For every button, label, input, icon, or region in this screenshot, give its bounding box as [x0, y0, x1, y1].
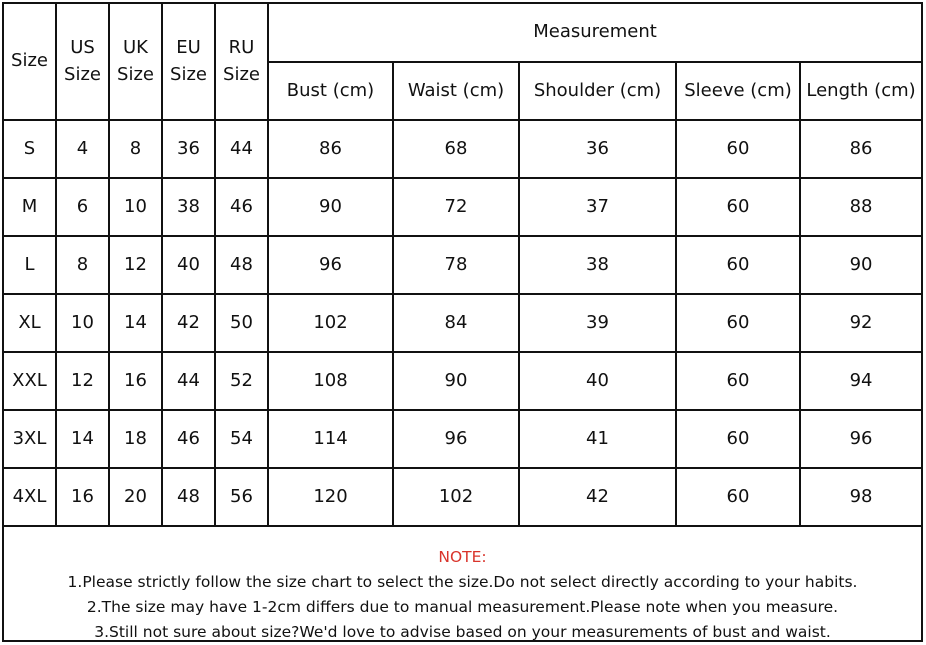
cell-uk: 14 [109, 294, 162, 352]
note-line-1: 1.Please strictly follow the size chart to select the size.Do not select directly according to your habits. [67, 573, 858, 591]
header-ru-size [215, 4, 268, 120]
table-row [4, 294, 921, 352]
cell-bust: 114 [268, 410, 393, 468]
cell-bust: 86 [268, 120, 393, 178]
cell-size: S [4, 120, 56, 178]
cell-ru: 56 [215, 468, 268, 526]
cell-shoulder: 39 [519, 294, 676, 352]
cell-shoulder: 37 [519, 178, 676, 236]
table-row [4, 410, 921, 468]
cell-bust: 102 [268, 294, 393, 352]
note-line-2: 2.The size may have 1-2cm differs due to manual measurement.Please note when you measure. [86, 598, 839, 616]
cell-eu: 36 [162, 120, 215, 178]
table-row [4, 120, 921, 178]
table-row [4, 236, 921, 294]
header-ru-sub: Size [223, 63, 260, 85]
cell-length: 86 [800, 120, 921, 178]
cell-length: 88 [800, 178, 921, 236]
header-uk-size [109, 4, 162, 120]
cell-us: 10 [56, 294, 109, 352]
header-us-sub: Size [64, 63, 101, 85]
header-bust: Bust (cm) [268, 62, 393, 120]
table-row [4, 352, 921, 410]
cell-eu: 42 [162, 294, 215, 352]
header-us-label: US [70, 37, 95, 59]
cell-eu: 40 [162, 236, 215, 294]
cell-uk: 16 [109, 352, 162, 410]
cell-ru: 54 [215, 410, 268, 468]
cell-us: 6 [56, 178, 109, 236]
cell-length: 92 [800, 294, 921, 352]
cell-us: 16 [56, 468, 109, 526]
cell-uk: 12 [109, 236, 162, 294]
cell-size: XL [4, 294, 56, 352]
header-us-size [56, 4, 109, 120]
header-ru-label: RU [228, 37, 255, 59]
cell-sleeve: 60 [676, 352, 800, 410]
cell-bust: 108 [268, 352, 393, 410]
cell-ru: 44 [215, 120, 268, 178]
cell-waist: 68 [393, 120, 519, 178]
cell-us: 12 [56, 352, 109, 410]
cell-length: 90 [800, 236, 921, 294]
cell-size: 3XL [4, 410, 56, 468]
cell-length: 96 [800, 410, 921, 468]
cell-shoulder: 41 [519, 410, 676, 468]
cell-length: 94 [800, 352, 921, 410]
header-shoulder: Shoulder (cm) [519, 62, 676, 120]
cell-length: 98 [800, 468, 921, 526]
cell-shoulder: 40 [519, 352, 676, 410]
header-sleeve: Sleeve (cm) [676, 62, 800, 120]
cell-sleeve: 60 [676, 178, 800, 236]
size-chart [2, 2, 923, 642]
cell-sleeve: 60 [676, 294, 800, 352]
cell-eu: 44 [162, 352, 215, 410]
cell-ru: 48 [215, 236, 268, 294]
header-eu-size [162, 4, 215, 120]
cell-sleeve: 60 [676, 468, 800, 526]
cell-eu: 46 [162, 410, 215, 468]
cell-ru: 50 [215, 294, 268, 352]
cell-uk: 10 [109, 178, 162, 236]
table-row [4, 178, 921, 236]
cell-size: L [4, 236, 56, 294]
header-uk-label: UK [123, 37, 148, 59]
cell-eu: 48 [162, 468, 215, 526]
cell-uk: 18 [109, 410, 162, 468]
cell-us: 4 [56, 120, 109, 178]
cell-waist: 78 [393, 236, 519, 294]
cell-waist: 72 [393, 178, 519, 236]
table-row [4, 468, 921, 526]
cell-eu: 38 [162, 178, 215, 236]
header-measurement: Measurement [268, 4, 921, 62]
cell-shoulder: 42 [519, 468, 676, 526]
cell-bust: 96 [268, 236, 393, 294]
cell-sleeve: 60 [676, 236, 800, 294]
cell-us: 14 [56, 410, 109, 468]
cell-uk: 20 [109, 468, 162, 526]
cell-shoulder: 38 [519, 236, 676, 294]
cell-waist: 102 [393, 468, 519, 526]
cell-sleeve: 60 [676, 410, 800, 468]
cell-size: XXL [4, 352, 56, 410]
note-box [4, 542, 921, 640]
note-line-3: 3.Still not sure about size?We'd love to advise based on your measurements of bust and waist. [94, 623, 831, 641]
cell-waist: 84 [393, 294, 519, 352]
header-eu-sub: Size [170, 63, 207, 85]
cell-shoulder: 36 [519, 120, 676, 178]
cell-sleeve: 60 [676, 120, 800, 178]
cell-ru: 52 [215, 352, 268, 410]
cell-us: 8 [56, 236, 109, 294]
header-length: Length (cm) [800, 62, 921, 120]
note-title: NOTE: [438, 548, 487, 566]
cell-waist: 96 [393, 410, 519, 468]
cell-bust: 120 [268, 468, 393, 526]
header-size-label: Size [11, 50, 48, 72]
cell-waist: 90 [393, 352, 519, 410]
header-uk-sub: Size [117, 63, 154, 85]
cell-uk: 8 [109, 120, 162, 178]
header-size [4, 4, 56, 120]
header-waist: Waist (cm) [393, 62, 519, 120]
cell-ru: 46 [215, 178, 268, 236]
size-table [4, 4, 921, 527]
header-eu-label: EU [176, 37, 201, 59]
cell-bust: 90 [268, 178, 393, 236]
cell-size: 4XL [4, 468, 56, 526]
cell-size: M [4, 178, 56, 236]
